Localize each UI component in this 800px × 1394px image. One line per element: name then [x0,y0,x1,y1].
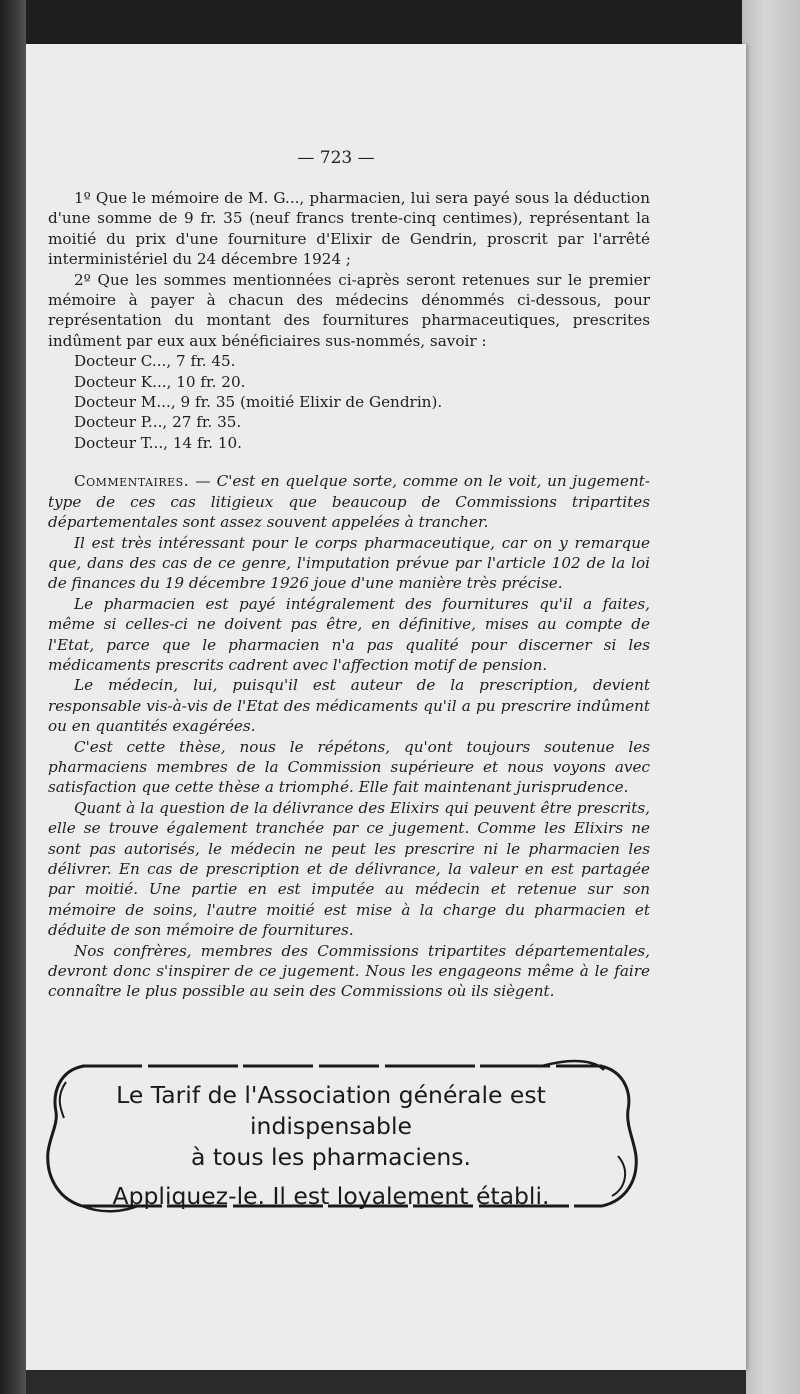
doctor-line: Docteur M..., 9 fr. 35 (moitié Elixir de Gendrin). [74,393,443,412]
doctor-line: Docteur K..., 10 fr. 20. [74,372,246,391]
doctor-line: Docteur C..., 7 fr. 45. [74,352,236,371]
comment-paragraph-7: Nos confrères, membres des Commissions tripartites départementales, devront donc s'inspirer de ce jugement. Nous les engageons même à le faire connaître le plus possible au sein des Commissions où ils siègent. [48,941,650,1001]
page-edge [742,0,800,1394]
notice-line-3: Appliquez-le. Il est loyalement établi. [112,1182,550,1210]
paragraph-2: 2º Que les sommes mentionnées ci-après seront retenues sur le premier mémoire à payer à chacun des médecins dénommés ci-dessous, pour représentation du montant des fournitures pharmaceutiques, prescrites indûment par eux aux bénéficiaires sus-nommés, savoir : [48,270,650,350]
scan-top-margin [26,0,746,44]
scan-bottom-margin [26,1370,746,1394]
comment-paragraph-6: Quant à la question de la délivrance des Elixirs qui peuvent être prescrits, elle se trouve également tranchée par ce jugement. Comme les Elixirs ne sont pas autorisés, le médecin ne peut les prescrire ni le pharmacien les délivrer. En cas de prescription et de délivrance, la valeur en est partagée par moitié. Une partie en est imputée au médecin et retenue sur son mémoire de soins, l'autre moitié est mise à la charge du pharmacien et déduite de son mémoire de fournitures. [48,798,650,940]
commentaires-label: Commentaires. — [74,472,211,491]
paragraph-1: 1º Que le mémoire de M. G..., pharmacien, lui sera payé sous la déduction d'une somme de 9 fr. 35 (neuf francs trente-cinq centimes), représentant la moitié du prix d'une fourniture d'Elixir de Gendrin, proscrit par l'arrêté interministériel du 24 décembre 1924 ; [48,189,650,269]
doctor-line: Docteur T..., 14 fr. 10. [74,433,242,452]
comment-paragraph-5: C'est cette thèse, nous le répétons, qu'ont toujours soutenue les pharmaciens membres de la Commission supérieure et nous voyons avec satisfaction que cette thèse a triomphé. Elle fait maintenant jurisprudence. [48,737,650,797]
comment-paragraph-1 [48,471,650,532]
book-spine-shadow [0,0,26,1394]
document-page [26,44,746,1370]
notice-text [42,1080,620,1212]
comment-paragraph-4: Le médecin, lui, puisqu'il est auteur de la prescription, devient responsable vis-à-vis de l'Etat des médicaments qu'il a pu prescrire indûment ou en quantités exagérées. [48,676,650,736]
body-text [48,188,650,1002]
doctor-line: Docteur P..., 27 fr. 35. [74,413,242,432]
comment-paragraph-2: Il est très intéressant pour le corps pharmaceutique, car on y remarque que, dans des cas de ce genre, l'imputation prévue par l'article 102 de la loi de finances du 19 décembre 1926 joue d'une manière très précise. [48,533,650,593]
spacer [48,453,650,471]
comment-text: C'est en quelque sorte, comme on le voit, un jugement-type de ces cas litigieux que beaucoup de Commissions tripartites départementales sont assez souvent appelées à trancher. [48,472,650,532]
page-number: — 723 — [297,148,375,168]
comment-paragraph-3: Le pharmacien est payé intégralement des fournitures qu'il a faites, même si celles-ci ne doivent pas être, en définitive, mises au compte de l'Etat, parce que le pharmacien n'a pas qualité pour discerner si les médicaments prescrits cadrent avec l'affection motif de pension. [48,594,650,674]
notice-line-1: Le Tarif de l'Association générale est indispensable [116,1081,546,1140]
tarif-notice-box [42,1056,650,1214]
notice-line-2: à tous les pharmaciens. [190,1143,472,1171]
